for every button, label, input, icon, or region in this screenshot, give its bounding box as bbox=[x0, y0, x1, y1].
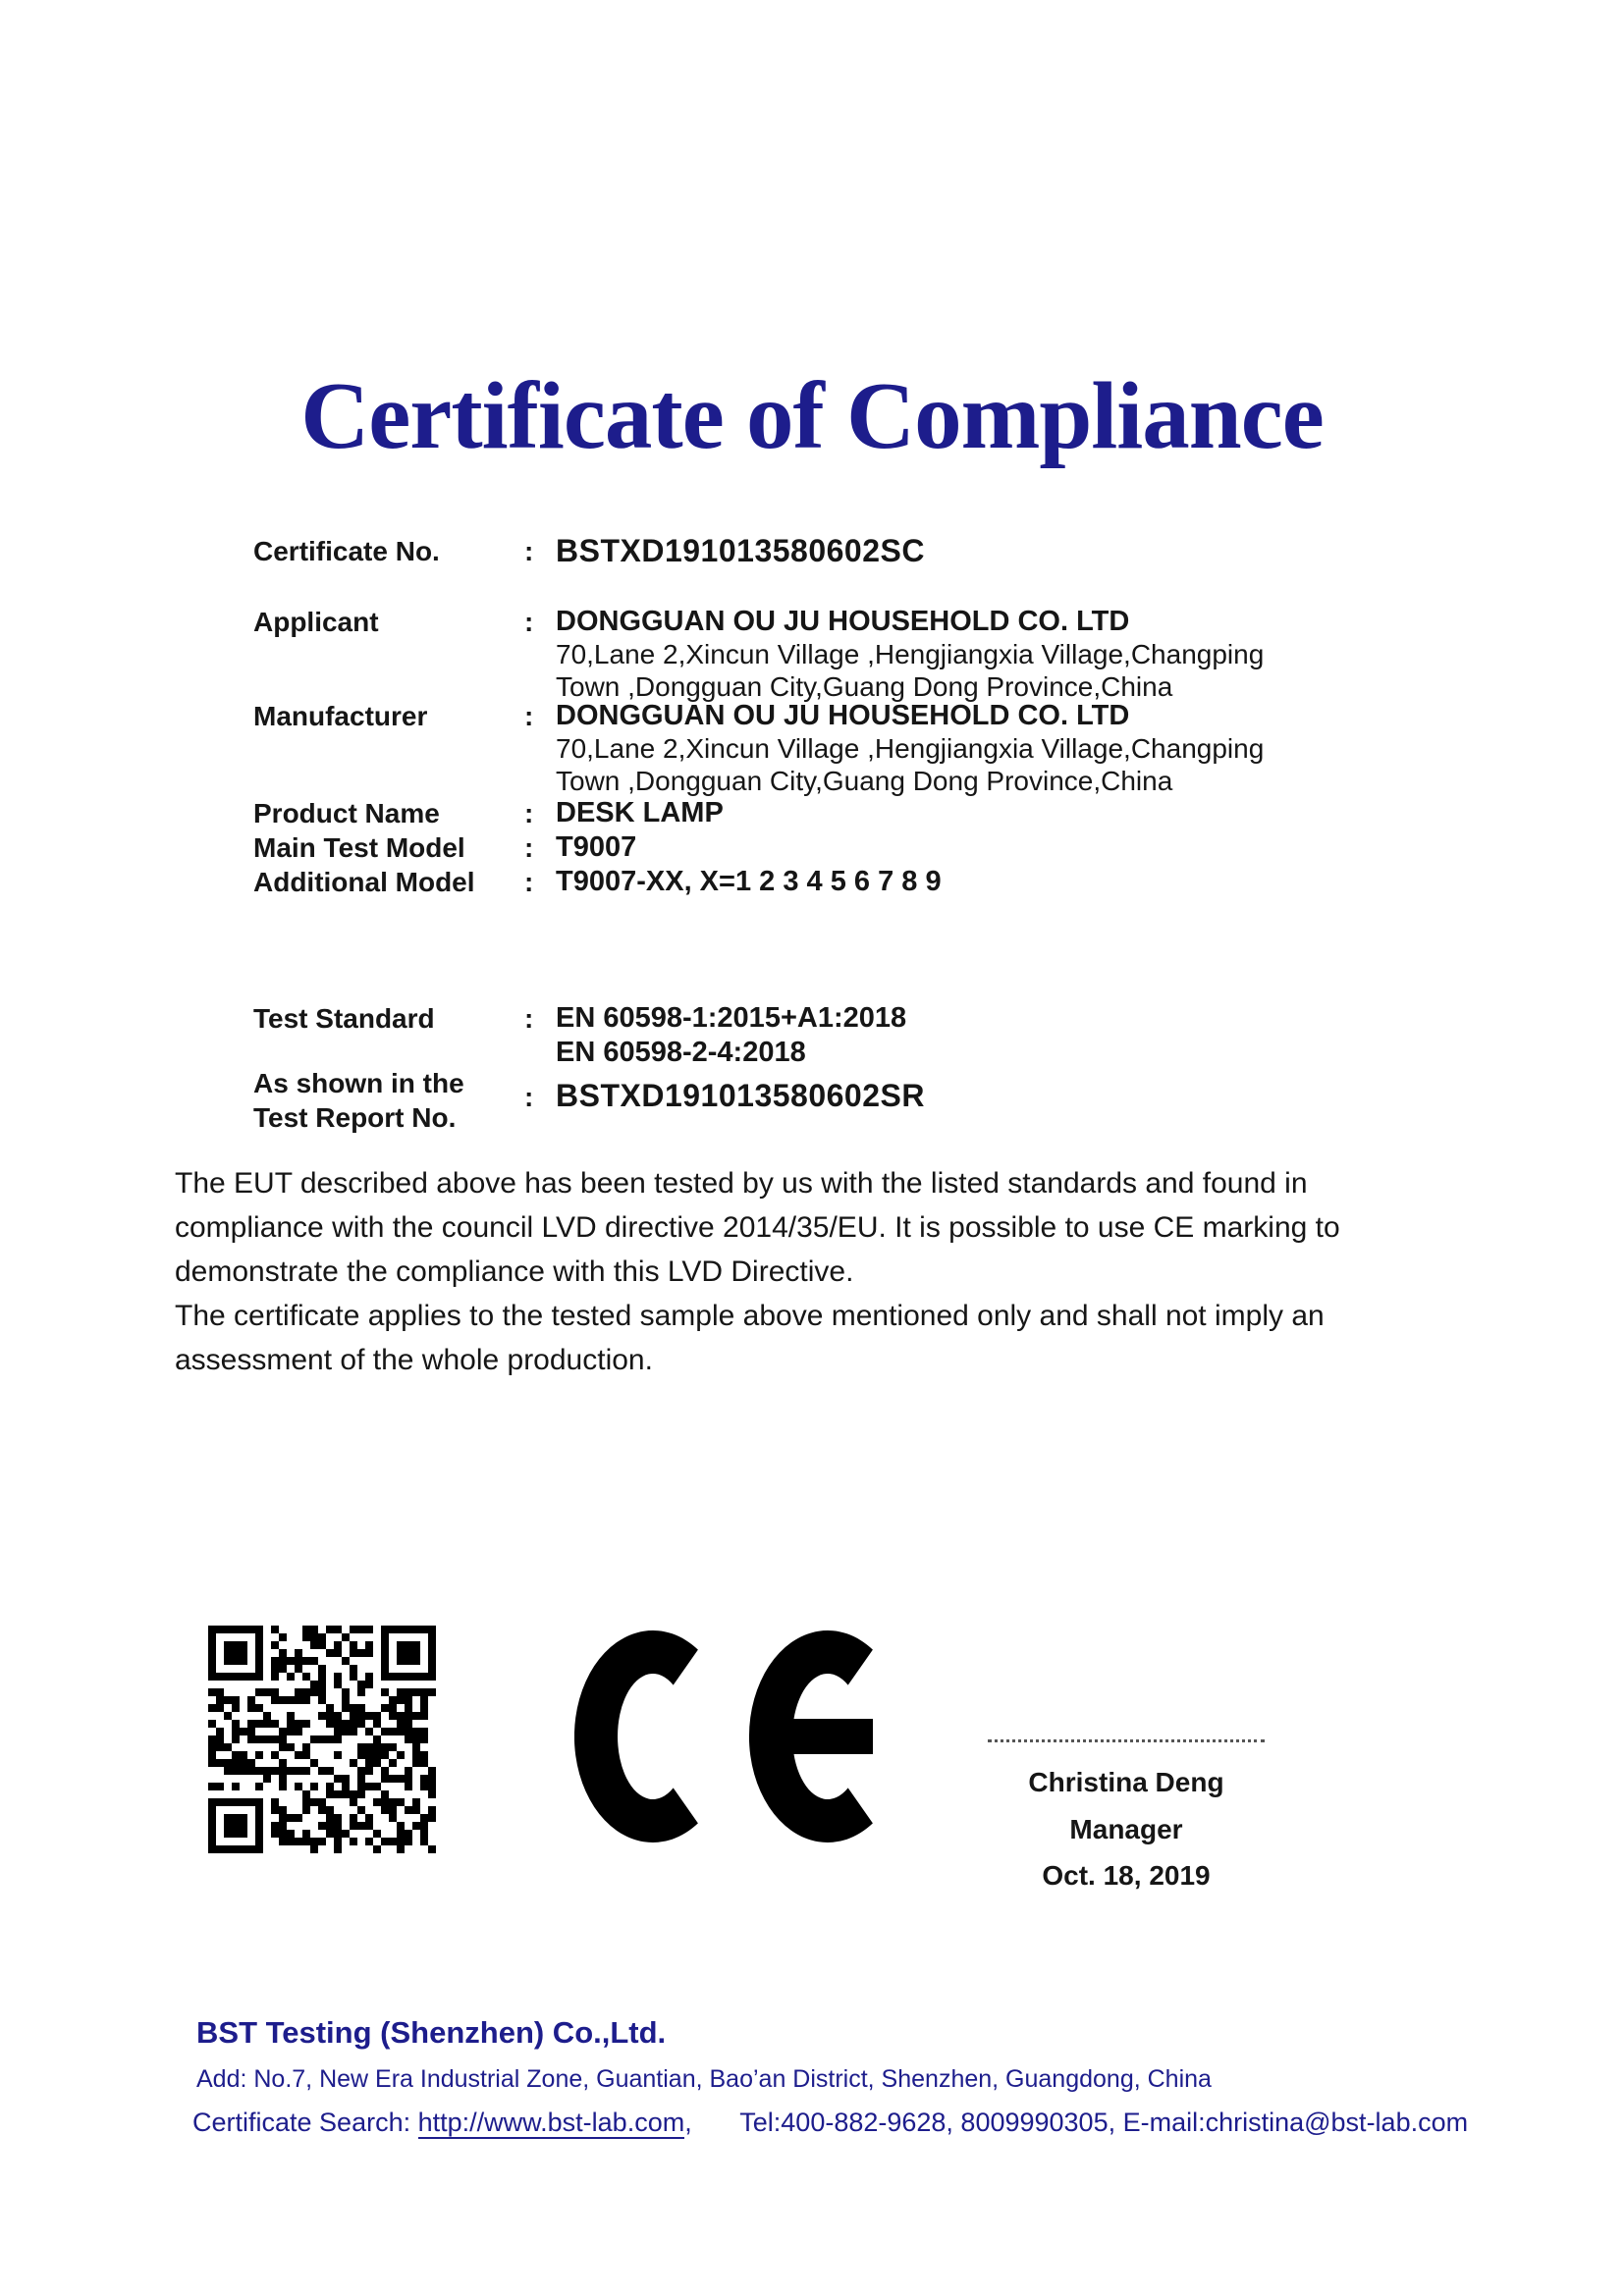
signature-date: Oct. 18, 2019 bbox=[1042, 1860, 1211, 1891]
signatory-name: Christina Deng bbox=[1028, 1767, 1224, 1797]
colon-separator: : bbox=[524, 536, 534, 566]
applicant-address-line1: 70,Lane 2,Xincun Village ,Hengjiangxia Village,Changping bbox=[556, 639, 1265, 669]
qr-code-image bbox=[208, 1626, 436, 1853]
test-report-label-line2: Test Report No. bbox=[253, 1102, 457, 1133]
colon-separator: : bbox=[524, 701, 534, 731]
ce-mark-graphic bbox=[574, 1629, 875, 1843]
test-report-label-line1: As shown in the bbox=[253, 1068, 464, 1098]
applicant-label: Applicant bbox=[253, 607, 379, 637]
statement-paragraph-2: The certificate applies to the tested sample above mentioned only and shall not imply an assessment of the whole production. bbox=[175, 1300, 1325, 1376]
colon-separator: : bbox=[524, 798, 534, 828]
test-standard-value-line2: EN 60598-2-4:2018 bbox=[556, 1037, 806, 1068]
certificate-search-label: Certificate Search: bbox=[192, 2108, 411, 2137]
applicant-value: DONGGUAN OU JU HOUSEHOLD CO. LTD bbox=[556, 606, 1130, 637]
ce-mark-icon bbox=[574, 1629, 875, 1843]
compliance-statement bbox=[175, 1161, 1441, 1382]
main-test-model-value: T9007 bbox=[556, 831, 637, 863]
certificate-search-line bbox=[192, 2108, 1468, 2138]
manufacturer-value: DONGGUAN OU JU HOUSEHOLD CO. LTD bbox=[556, 700, 1130, 731]
certificate-no-value: BSTXD191013580602SC bbox=[556, 533, 925, 568]
statement-paragraph-1: The EUT described above has been tested by us with the listed standards and found in compliance with the council LVD directive 2014/35/EU. It is possible to use CE marking to demonstrate the compliance with this LVD Directive. bbox=[175, 1167, 1340, 1288]
url-comma: , bbox=[684, 2108, 692, 2137]
signature-block bbox=[967, 1739, 1285, 1892]
manufacturer-label: Manufacturer bbox=[253, 701, 428, 731]
issuer-company-name: BST Testing (Shenzhen) Co.,Ltd. bbox=[196, 2015, 667, 2050]
applicant-address-line2: Town ,Dongguan City,Guang Dong Province,China bbox=[556, 671, 1173, 702]
test-standard-label: Test Standard bbox=[253, 1003, 435, 1034]
colon-separator: : bbox=[524, 607, 534, 637]
test-standard-value-line1: EN 60598-1:2015+A1:2018 bbox=[556, 1002, 907, 1034]
colon-separator: : bbox=[524, 1003, 534, 1034]
issuer-address: Add: No.7, New Era Industrial Zone, Guantian, Bao’an District, Shenzhen, Guangdong, China bbox=[196, 2065, 1212, 2093]
product-name-value: DESK LAMP bbox=[556, 797, 724, 828]
colon-separator: : bbox=[524, 832, 534, 863]
manufacturer-address-line1: 70,Lane 2,Xincun Village ,Hengjiangxia Village,Changping bbox=[556, 733, 1265, 764]
certificate-search-url-link[interactable]: http://www.bst-lab.com bbox=[417, 2108, 685, 2137]
colon-separator: : bbox=[524, 1082, 534, 1112]
additional-model-label: Additional Model bbox=[253, 867, 475, 897]
signatory-role: Manager bbox=[1069, 1814, 1183, 1844]
main-test-model-label: Main Test Model bbox=[253, 832, 465, 863]
additional-model-value: T9007-XX, X=1 2 3 4 5 6 7 8 9 bbox=[556, 866, 942, 897]
signature-dotted-line bbox=[988, 1739, 1265, 1742]
manufacturer-address-line2: Town ,Dongguan City,Guang Dong Province,China bbox=[556, 766, 1173, 796]
test-report-value: BSTXD191013580602SR bbox=[556, 1078, 925, 1113]
product-name-label: Product Name bbox=[253, 798, 440, 828]
certificate-no-label: Certificate No. bbox=[253, 536, 440, 566]
page-title: Certificate of Compliance bbox=[300, 363, 1324, 468]
colon-separator: : bbox=[524, 867, 534, 897]
qr-code bbox=[208, 1626, 436, 1853]
issuer-contact-info: Tel:400-882-9628, 8009990305, E-mail:christina@bst-lab.com bbox=[739, 2108, 1469, 2137]
